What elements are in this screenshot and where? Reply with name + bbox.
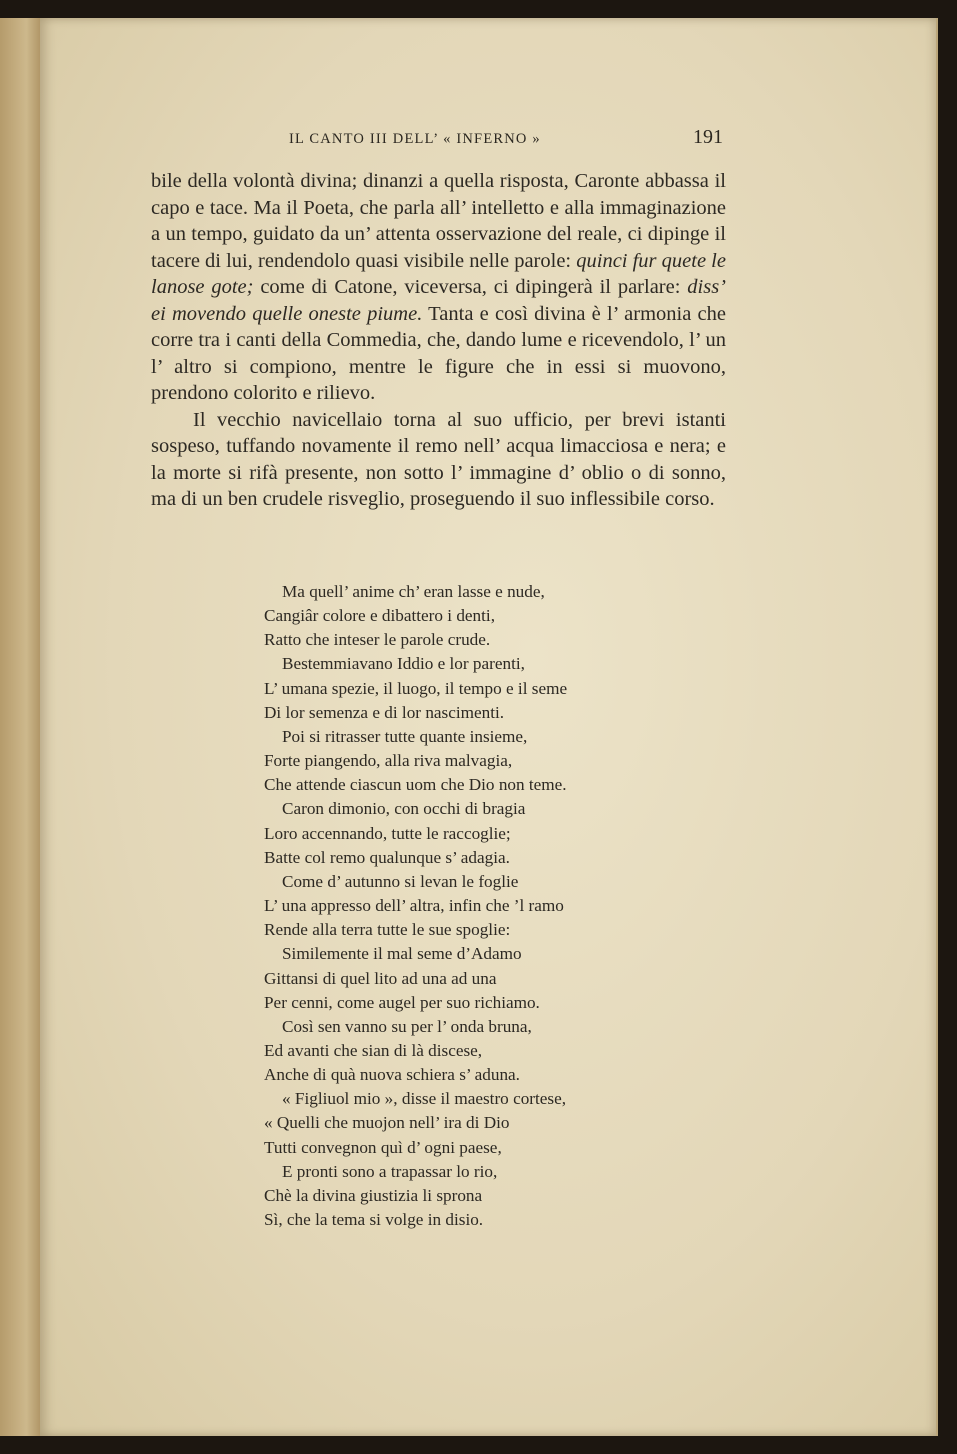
verse-line: Bestemmiavano Iddio e lor parenti,: [282, 654, 525, 674]
verse-line: Rende alla terra tutte le sue spoglie:: [264, 920, 511, 940]
previous-page-edge: [0, 18, 45, 1436]
verse-line: Sì, che la tema si volge in disio.: [264, 1210, 484, 1230]
verse-line: Così sen vanno su per l’ onda bruna,: [282, 1016, 532, 1036]
verse-line: Tutti convegnon quì d’ ogni paese,: [264, 1137, 502, 1157]
verse-block: [264, 580, 684, 1232]
verse-line: Che attende ciascun uom che Dio non teme.: [264, 775, 567, 795]
verse-line: Come d’ autunno si levan le foglie: [282, 871, 519, 891]
verse-line: Per cenni, come augel per suo richiamo.: [264, 992, 540, 1012]
verse-line: E pronti sono a trapassar lo rio,: [282, 1161, 498, 1181]
verse-line: Loro accennando, tutte le raccoglie;: [264, 823, 511, 843]
verse-line: Batte col remo qualunque s’ adagia.: [264, 847, 510, 867]
verse-line: Similemente il mal seme d’Adamo: [282, 944, 522, 964]
verse-line: Ratto che inteser le parole crude.: [264, 630, 491, 650]
verse-line: Gittansi di quel lito ad una ad una: [264, 968, 497, 988]
verse-line: « Figliuol mio », disse il maestro cortese,: [282, 1089, 567, 1109]
paragraph-1-text-a: bile della volontà divina; dinanzi a quella risposta, Caronte abbassa il capo e tace. Ma il Poeta, che parla all’ intelletto e alla immaginazione a un tempo, guidato da un’ attenta osservazione del reale, ci dipinge il tacere di lui, rendendolo quasi visibile nelle parole:: [151, 170, 726, 272]
running-head: [289, 126, 723, 148]
verse-line: Forte piangendo, alla riva malvagia,: [264, 751, 513, 771]
verse-line: Anche di quà nuova schiera s’ aduna.: [264, 1065, 520, 1085]
paragraph-2: Il vecchio navicellaio torna al suo ufficio, per brevi istanti sospeso, tuffando novamente il remo nell’ acqua limacciosa e nera; e la morte si rifà presente, non sotto l’ immagine d’ oblio o di sonno, ma di un ben crudele risveglio, proseguendo il suo inflessibile corso.: [151, 408, 726, 510]
verse-line: « Quelli che muojon nell’ ira di Dio: [264, 1113, 510, 1133]
prose-body: [151, 168, 726, 513]
verse-line: Caron dimonio, con occhi di bragia: [282, 799, 526, 819]
paragraph-1-text-c: Tanta e così divina è l’ armonia che corre tra i canti della Commedia, che, dando lume e ricevendolo, l’ un l’ altro si compiono, mentre le figure che in essi si muovono, prendono colorito e rilievo.: [151, 302, 726, 404]
verse-line: Ed avanti che sian di là discese,: [264, 1040, 483, 1060]
paragraph-1-quote-b: diss’ ei movendo quelle oneste piume.: [151, 276, 726, 325]
paragraph-1-quote-a: quinci fur quete le lanose gote;: [151, 249, 726, 298]
verse-line: Chè la divina giustizia li sprona: [264, 1185, 483, 1205]
verse-line: L’ una appresso dell’ altra, infin che ’l ramo: [264, 896, 564, 916]
verse-line: Di lor semenza e di lor nascimenti.: [264, 702, 505, 722]
verse-line: L’ umana spezie, il luogo, il tempo e il seme: [264, 678, 568, 698]
verse-line: Ma quell’ anime ch’ eran lasse e nude,: [282, 582, 545, 601]
verse-line: Poi si ritrasser tutte quante insieme,: [282, 726, 528, 746]
page-number: 191: [693, 126, 723, 148]
verse-line: Cangiâr colore e dibattero i denti,: [264, 606, 495, 626]
paragraph-1: [151, 168, 726, 407]
running-title: IL CANTO III DELL’ « INFERNO »: [289, 131, 541, 147]
paragraph-1-text-b: come di Catone, viceversa, ci dipingerà il parlare:: [253, 276, 688, 298]
